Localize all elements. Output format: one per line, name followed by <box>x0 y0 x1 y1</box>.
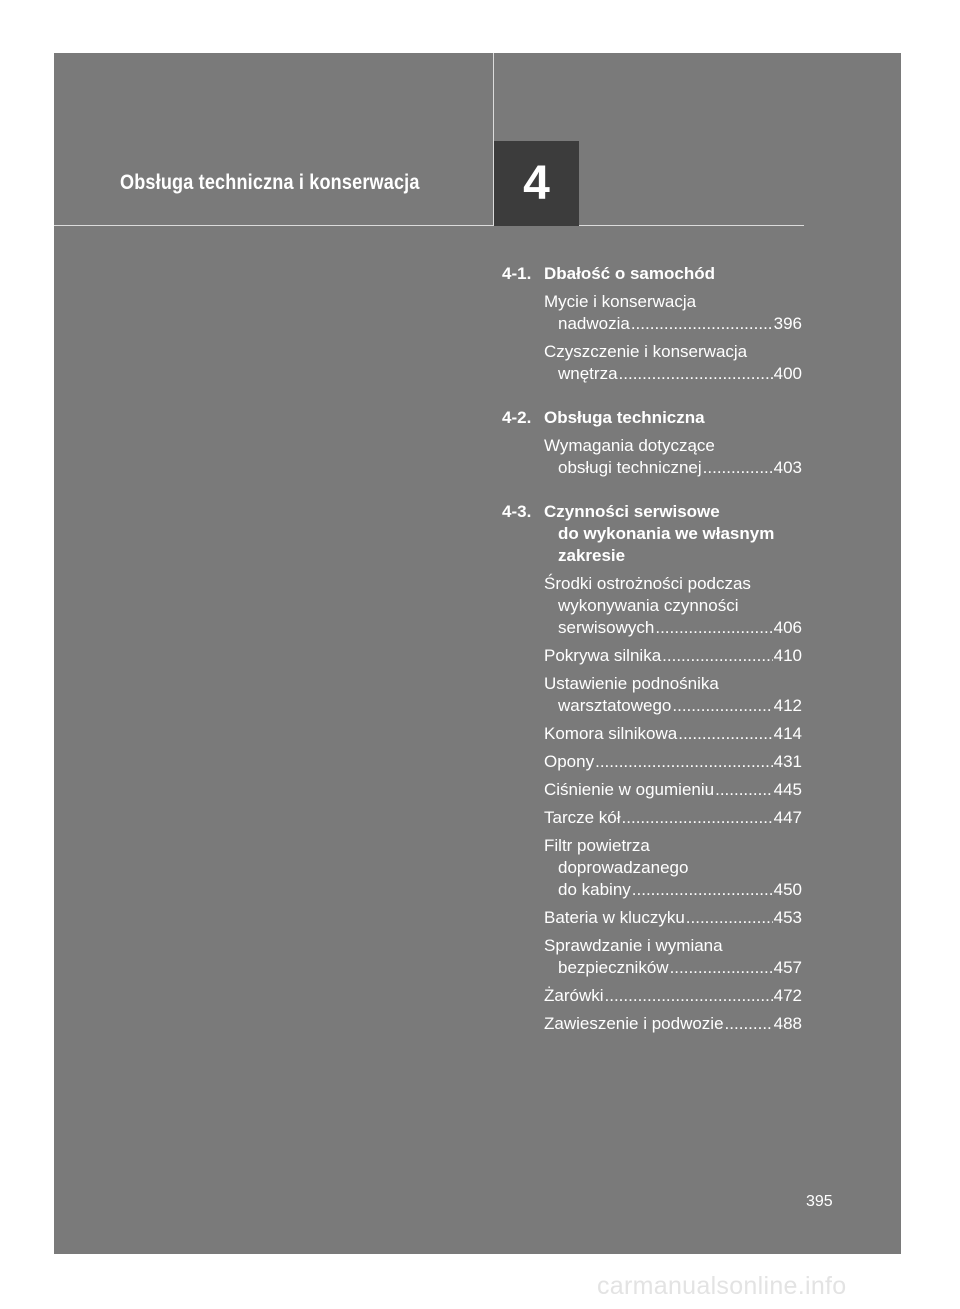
toc-section <box>502 407 802 479</box>
toc-entry[interactable] <box>544 907 802 929</box>
section-heading <box>502 407 802 429</box>
entry-page-number: 447 <box>773 808 802 827</box>
entry-text: Ciśnienie w ogumieniu <box>544 780 715 799</box>
toc-entry[interactable] <box>544 645 802 667</box>
toc-entry[interactable] <box>544 291 802 335</box>
toc-section <box>502 263 802 385</box>
entry-page-number: 445 <box>773 780 802 799</box>
toc-entry[interactable] <box>544 341 802 385</box>
toc-entry[interactable] <box>544 985 802 1007</box>
dot-leader <box>715 779 773 801</box>
entry-text: Mycie i konserwacja <box>544 292 697 311</box>
dot-leader <box>678 723 772 745</box>
entry-text: Środki ostrożności podczas <box>544 574 751 593</box>
manual-page <box>54 53 901 1254</box>
entry-text: Filtr powietrza <box>544 836 650 855</box>
chapter-number-box: 4 <box>494 141 579 226</box>
entry-text: Opony <box>544 752 595 771</box>
dot-leader <box>631 313 773 335</box>
entry-text: Żarówki <box>544 986 604 1005</box>
chapter-title: Obsługa techniczna i konserwacja <box>120 171 420 194</box>
entry-text: serwisowych <box>558 618 655 637</box>
entry-text: wykonywania czynności <box>558 596 739 615</box>
entry-page-number: 450 <box>773 880 802 899</box>
entry-page-number: 488 <box>773 1014 802 1033</box>
section-title-line: Dbałość o samochód <box>544 264 715 283</box>
dot-leader <box>703 457 773 479</box>
dot-leader <box>662 645 772 667</box>
section-title <box>544 407 802 429</box>
entry-page-number: 412 <box>773 696 802 715</box>
entry-page-number: 431 <box>773 752 802 771</box>
entry-text: Wymagania dotyczące <box>544 436 715 455</box>
section-title-line: Obsługa techniczna <box>544 408 705 427</box>
toc-entry[interactable] <box>544 751 802 773</box>
toc-entry[interactable] <box>544 779 802 801</box>
section-title-line: do wykonania we własnym <box>558 524 775 543</box>
toc-entry[interactable] <box>544 935 802 979</box>
dot-leader <box>672 695 772 717</box>
dot-leader <box>686 907 773 929</box>
page-number: 395 <box>806 1193 833 1210</box>
toc-entry[interactable] <box>544 835 802 901</box>
toc-entry[interactable] <box>544 807 802 829</box>
entry-text: Pokrywa silnika <box>544 646 662 665</box>
entry-text: bezpieczników <box>558 958 669 977</box>
entry-page-number: 403 <box>773 458 802 477</box>
dot-leader <box>725 1013 773 1035</box>
section-number: 4-2. <box>502 408 532 427</box>
toc-entry[interactable] <box>544 573 802 639</box>
section-title <box>544 263 802 285</box>
entry-page-number: 453 <box>773 908 802 927</box>
dot-leader <box>619 363 773 385</box>
entry-text: do kabiny <box>558 880 631 899</box>
entry-text: obsługi technicznej <box>558 458 702 477</box>
entry-page-number: 472 <box>773 986 802 1005</box>
entry-text: Tarcze kół <box>544 808 621 827</box>
entry-text: doprowadzanego <box>558 858 689 877</box>
dot-leader <box>655 617 772 639</box>
toc-entry[interactable] <box>544 435 802 479</box>
dot-leader <box>670 957 773 979</box>
watermark: carmanualsonline.info <box>597 1272 847 1300</box>
dot-leader <box>605 985 773 1007</box>
dot-leader <box>622 807 773 829</box>
toc-entry[interactable] <box>544 723 802 745</box>
dot-leader <box>595 751 773 773</box>
table-of-contents <box>502 263 802 1057</box>
section-title <box>544 501 802 567</box>
toc-entry[interactable] <box>544 1013 802 1035</box>
section-title-line: zakresie <box>558 546 626 565</box>
entry-text: warsztatowego <box>558 696 672 715</box>
section-heading <box>502 501 802 567</box>
entry-text: Ustawienie podnośnika <box>544 674 719 693</box>
entry-page-number: 457 <box>773 958 802 977</box>
dot-leader <box>632 879 773 901</box>
entry-page-number: 400 <box>773 364 802 383</box>
header-horizontal-rule <box>54 225 804 226</box>
entry-page-number: 414 <box>773 724 802 743</box>
entry-page-number: 410 <box>773 646 802 665</box>
section-number: 4-1. <box>502 264 532 283</box>
entry-page-number: 406 <box>773 618 802 637</box>
section-number: 4-3. <box>502 502 532 521</box>
entry-page-number: 396 <box>773 314 802 333</box>
entry-text: nadwozia <box>558 314 630 333</box>
section-heading <box>502 263 802 285</box>
entry-text: Komora silnikowa <box>544 724 678 743</box>
section-title-line: Czynności serwisowe <box>544 502 720 521</box>
toc-section <box>502 501 802 1035</box>
toc-entry[interactable] <box>544 673 802 717</box>
entry-text: Zawieszenie i podwozie <box>544 1014 724 1033</box>
entry-text: Bateria w kluczyku <box>544 908 685 927</box>
entry-text: Czyszczenie i konserwacja <box>544 342 748 361</box>
entry-text: Sprawdzanie i wymiana <box>544 936 723 955</box>
entry-text: wnętrza <box>558 364 618 383</box>
